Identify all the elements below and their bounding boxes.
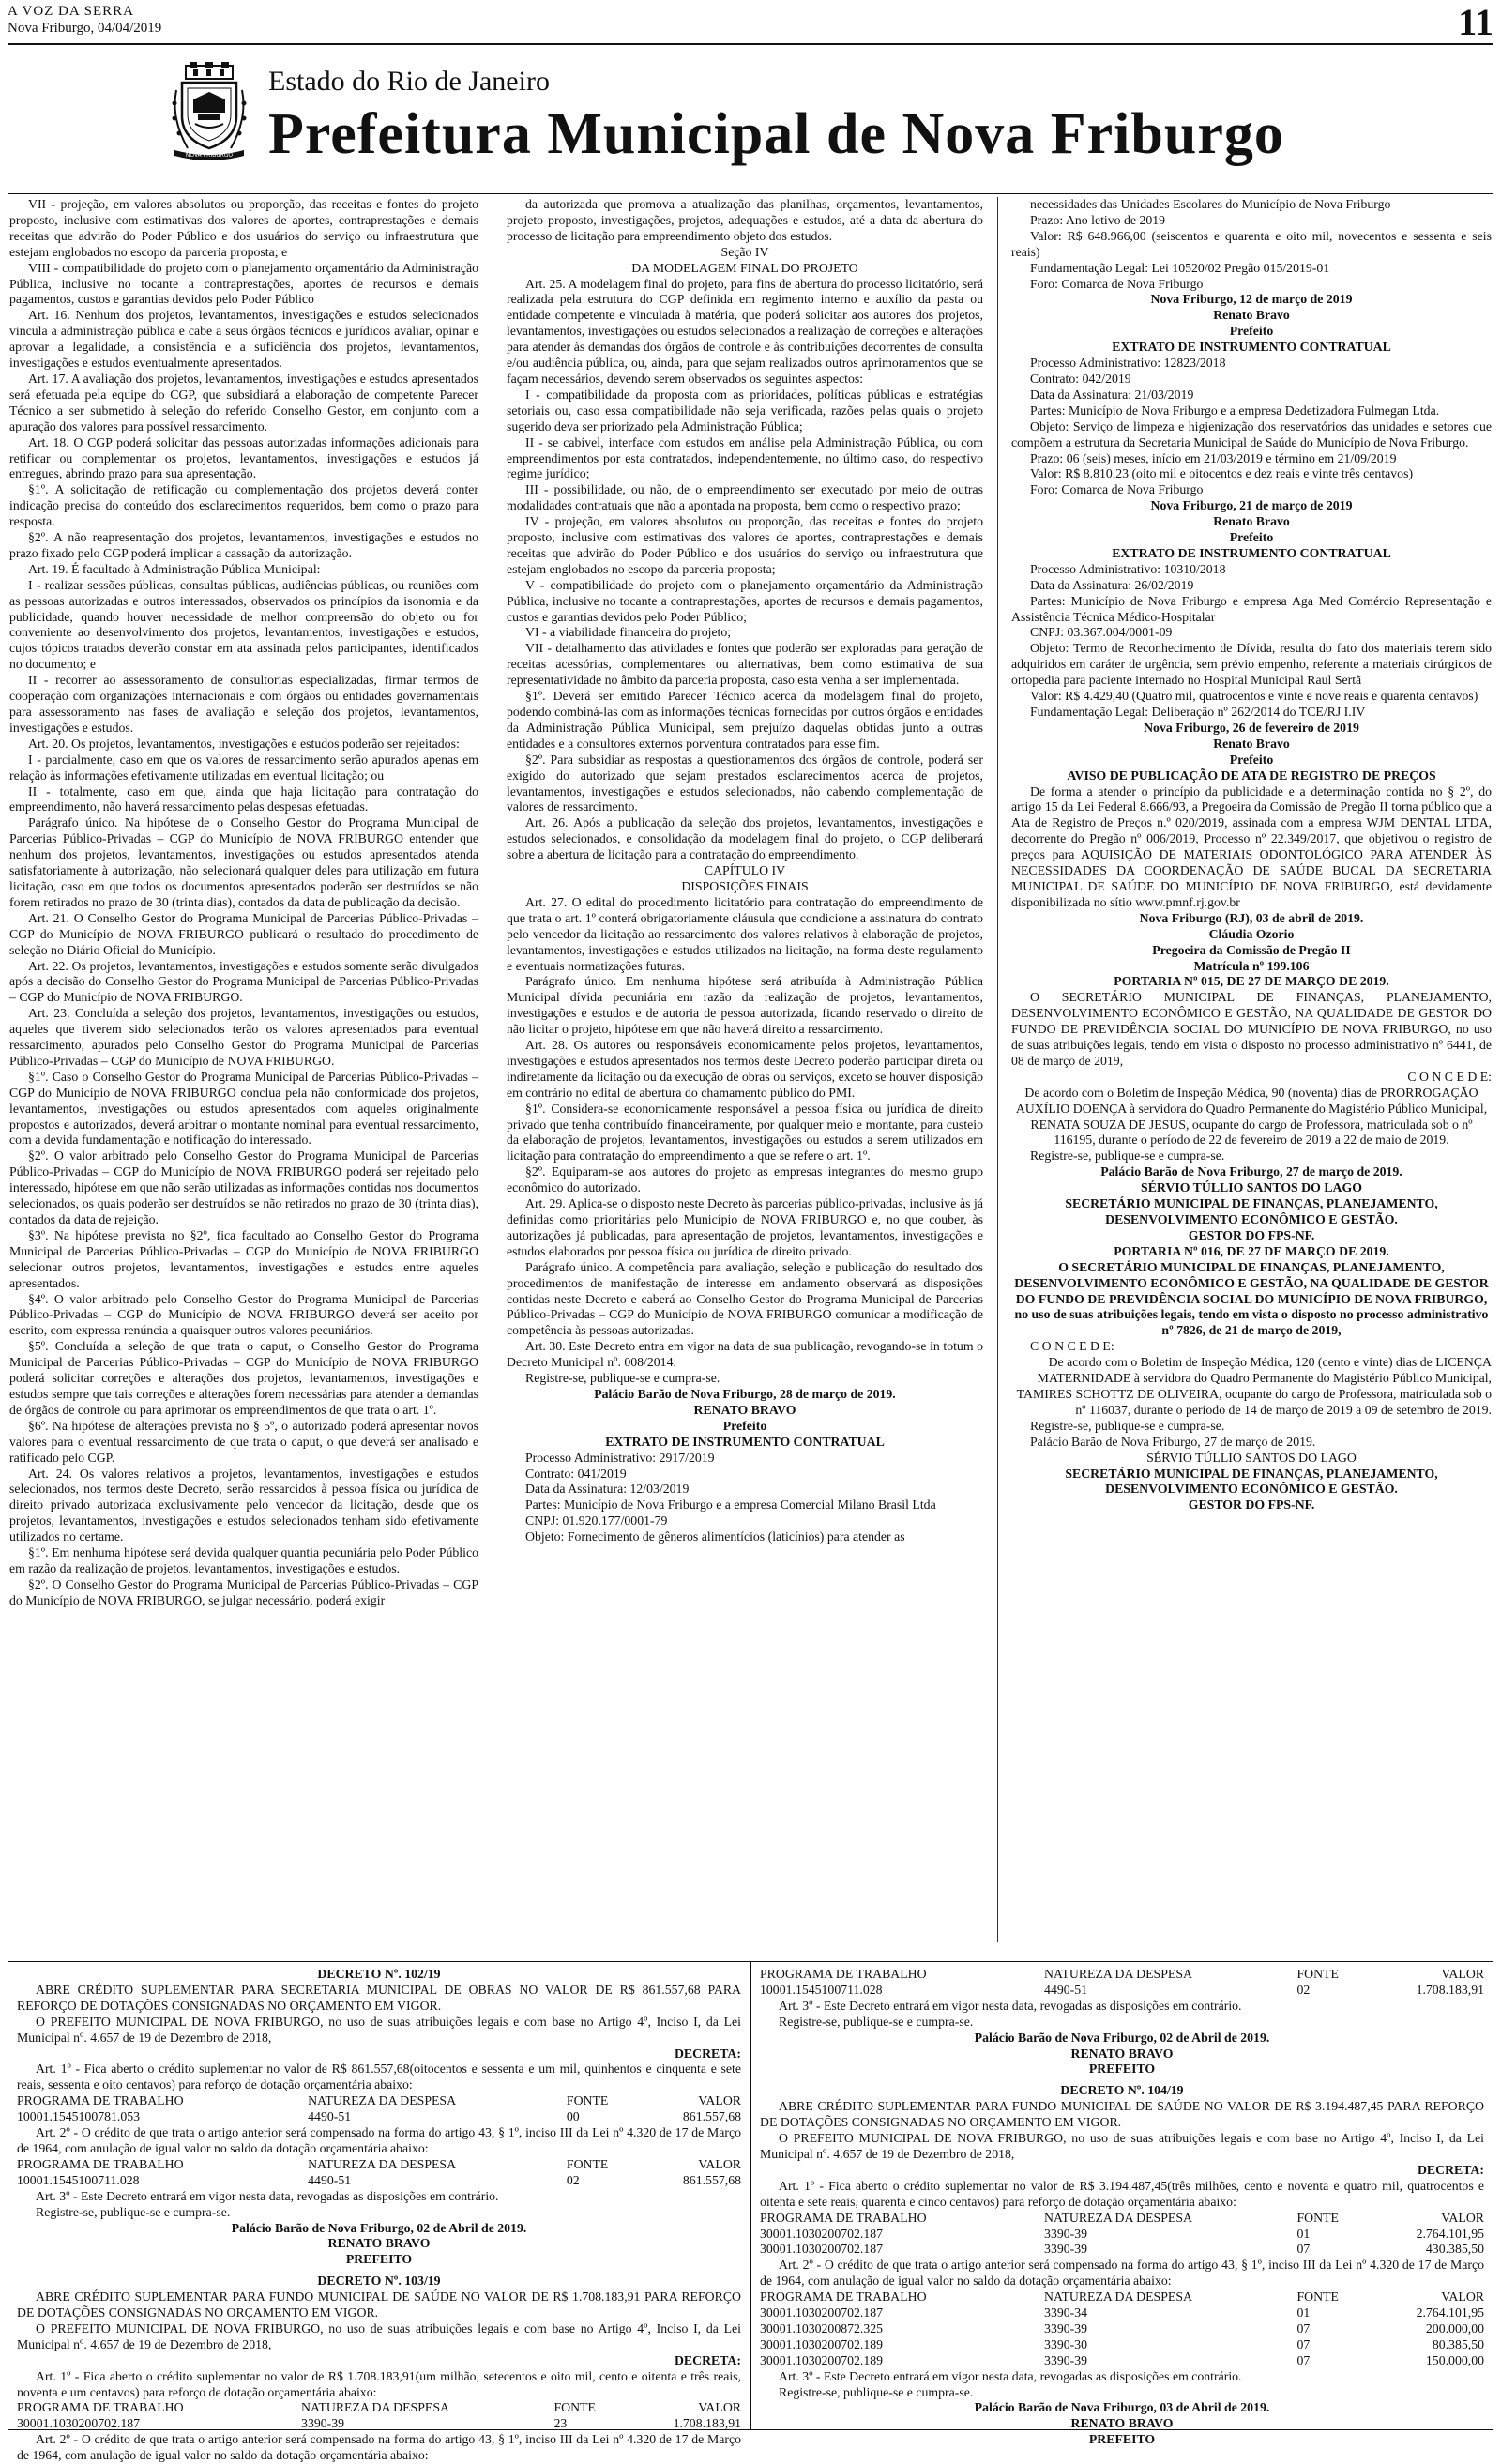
col1-paragraph: §1º. A solicitação de retificação ou complementação dos projetos deverá conter indicação precisa do conteúdo dos esclarecimentos requeridos, bem como o prazo para resposta. bbox=[9, 482, 478, 529]
col2-paragraph: Parágrafo único. Em nenhuma hipótese será atribuída à Administração Pública Municipal dívida pecuniária em razão da realização de projetos, levantamentos, investigações e estudos e de autoria de pessoa autorizada, ficando reservado o direito de não licitar o projeto, hipótese em que não haverá direito a ressarcimento. bbox=[507, 974, 983, 1037]
col1-paragraph: VIII - compatibilidade do projeto com o planejamento orçamentário da Administração Pública, inclusive no tocante a contraprestações, aportes de recursos e demais pagamentos, custos e garantias devidos pelo Poder Público bbox=[9, 260, 478, 307]
col2-paragraph: Parágrafo único. A competência para avaliação, seleção e publicação do resultado dos procedimentos de manifestação de interesse em andamento observará as disposições contidas neste Decreto e caberá ao Conselho Gestor do Programa Municipal de Parcerias Público-Privadas – CGP do Município de NOVA FRIBURGO comunicar a modificação de competência às pessoas autorizadas. bbox=[507, 1259, 983, 1338]
decree-102-signer: RENATO BRAVO bbox=[327, 2236, 431, 2251]
decree-103-close: Registre-se, publique-se e cumpra-se. bbox=[779, 2014, 974, 2029]
table-header-cell: VALOR bbox=[1441, 2289, 1484, 2304]
col3-paragraph: Nova Friburgo, 21 de março de 2019 bbox=[1150, 498, 1353, 513]
table-cell: 23 bbox=[553, 2416, 568, 2431]
col3-paragraph: Renato Bravo bbox=[1213, 308, 1290, 323]
col1-paragraph: I - parcialmente, caso em que os valores de ressarcimento serão apurados apenas em relação às informações efetivamente utilizadas em eventual licitação; ou bbox=[9, 752, 478, 783]
table-cell: 02 bbox=[566, 2172, 580, 2187]
decree-104-close: Registre-se, publique-se e cumpra-se. bbox=[779, 2384, 974, 2399]
crest-motto: NOVA FRIBURGO bbox=[185, 152, 234, 159]
col2-paragraph: Art. 26. Após a publicação da seleção dos projetos, levantamentos, investigações e estudos selecionados, e consolidação da modelagem final do projeto, o CGP deliberará sobre a abertura de licitação para a contratação do empreendimento. bbox=[507, 815, 983, 862]
table-header-cell: NATUREZA DA DESPESA bbox=[308, 2156, 457, 2171]
col1-paragraph: §2º. O valor arbitrado pelo Conselho Gestor do Programa Municipal de Parcerias Público-Privadas – CGP do Município de NOVA FRIBURGO poderá ser rejeitado pelo interessado, hipótese em que não serão utilizadas as informações contidas nos documentos selecionados, os quais poderão ser destruídos se não retirados no prazo de 30 (trinta dias), contados da data de rejeição. bbox=[9, 1148, 478, 1226]
col3-paragraph: Nova Friburgo, 26 de fevereiro de 2019 bbox=[1144, 720, 1359, 735]
col3-paragraph: De forma a atender o princípio da publicidade e a determinação contida no § 2º, do artigo 15 da Lei Federal 8.666/93, a Pregoeira da Comissão de Pregão II torna público que a Ata de Registro de Preços n.º 020/2019, assinada com a empresa WJM DENTAL LTDA, decorrente do Pregão nº 006/2019, Processo nº 22.349/2017, que objetivou o registro de preços para AQUISIÇÃO DE MATERIAIS ODONTOLÓGICO PARA ATENDER ÀS NECESSIDADES DA COORDENAÇÃO DE SAÚDE BUCAL DA SECRETARIA MUNICIPAL DE SAÚDE DO MUNICÍPIO DE NOVA FRIBURGO, está devidamente disponibilizada no sítio www.pmnf.rj.gov.br bbox=[1011, 783, 1492, 909]
decree-104-art3: Art. 3º - Este Decreto entrará em vigor nesta data, revogadas as disposições em contrário. bbox=[779, 2368, 1242, 2383]
table-cell: 2.764.101,95 bbox=[1416, 2305, 1484, 2320]
newspaper-name: A VOZ DA SERRA bbox=[8, 4, 134, 19]
table-header-row bbox=[760, 2211, 1484, 2227]
col2-paragraph: Contrato: 041/2019 bbox=[525, 1466, 627, 1481]
table-row bbox=[760, 1983, 1484, 1999]
col1-paragraph: §6º. Na hipótese de alterações prevista no § 5º, o autorizado poderá apresentar novos valores para o eventual ressarcimento de que trata o caput, o que deverá ser analisado e ratificado pelo CGP. bbox=[9, 1418, 478, 1465]
col3-paragraph: Data da Assinatura: 26/02/2019 bbox=[1030, 577, 1194, 592]
col3-paragraph: Cláudia Ozorio bbox=[1208, 926, 1295, 941]
col2-paragraph: VI - a viabilidade financeira do projeto; bbox=[525, 625, 732, 640]
table-cell: 4490-51 bbox=[1044, 1982, 1088, 1997]
table-cell: 80.385,50 bbox=[1432, 2336, 1484, 2351]
col2-paragraph: §1º. Considera-se economicamente responsável a pessoa física ou jurídica de direito privado que tenha contribuído financeiramente, por qualquer meio e montante, para custeio da elaboração de projetos, levantamentos, investigações ou estudos a serem utilizados em licitação para contratação do empreendimento a que se refere o art. 1º. bbox=[507, 1101, 983, 1164]
decree-103-table-1 bbox=[17, 2400, 741, 2432]
table-cell: 861.557,68 bbox=[682, 2172, 741, 2187]
table-cell: 1.708.183,91 bbox=[1416, 1982, 1484, 1997]
table-cell: 430.385,50 bbox=[1425, 2242, 1484, 2257]
table-cell: 200.000,00 bbox=[1425, 2320, 1484, 2335]
col1-paragraph: Art. 20. Os projetos, levantamentos, investigações e estudos poderão ser rejeitados: bbox=[28, 736, 460, 751]
table-header-cell: PROGRAMA DE TRABALHO bbox=[17, 2156, 184, 2171]
col2-paragraph: DA MODELAGEM FINAL DO PROJETO bbox=[631, 260, 858, 275]
decree-frame-divider bbox=[750, 1961, 751, 2430]
decree-104-signer: RENATO BRAVO bbox=[1070, 2416, 1174, 2431]
col1-paragraph: §1º. Caso o Conselho Gestor do Programa Municipal de Parcerias Público-Privadas – CGP do Município de NOVA FRIBURGO conclua pela não conformidade dos projetos, levantamentos, investigações ou estudos apresentados com aqueles originalmente propostos e autorizados, deverá arbitrar o montante nominal para eventual ressarcimento, com a devida fundamentação e notificação do interessado. bbox=[9, 1069, 478, 1148]
table-header-cell: NATUREZA DA DESPESA bbox=[1044, 2210, 1192, 2225]
col3-paragraph: Fundamentação Legal: Deliberação nº 262/2014 do TCE/RJ I.IV bbox=[1030, 705, 1366, 719]
decree-102-ementa: ABRE CRÉDITO SUPLEMENTAR PARA SECRETARIA MUNICIPAL DE OBRAS NO VALOR DE R$ 861.557,68 PARA REFORÇO DE DOTAÇÕES CONSIGNADAS NO ORÇAMENTO EM VIGOR. bbox=[17, 1982, 741, 2013]
col2-paragraph: Palácio Barão de Nova Friburgo, 28 de março de 2019. bbox=[594, 1386, 896, 1401]
decree-102-art3: Art. 3º - Este Decreto entrará em vigor nesta data, revogadas as disposições em contrário. bbox=[36, 2188, 499, 2203]
table-row bbox=[17, 2416, 741, 2432]
col3-paragraph: PORTARIA Nº 016, DE 27 DE MARÇO DE 2019. bbox=[1114, 1243, 1389, 1258]
table-row bbox=[760, 2227, 1484, 2243]
col3-paragraph: CNPJ: 03.367.004/0001-09 bbox=[1030, 625, 1173, 640]
col3-paragraph: Valor: R$ 4.429,40 (Quatro mil, quatrocentos e vinte e nove reais e quarenta centavos) bbox=[1030, 689, 1478, 704]
decree-102-preamble: O PREFEITO MUNICIPAL DE NOVA FRIBURGO, no uso de suas atribuições legais e com base no Artigo 4º, Inciso I, da Lei Municipal nº. 4.657 de 19 de Dezembro de 2018, bbox=[17, 2014, 741, 2045]
col3-paragraph: Renato Bravo bbox=[1213, 514, 1290, 529]
col3-paragraph: Foro: Comarca de Nova Friburgo bbox=[1030, 276, 1204, 291]
table-cell: 01 bbox=[1296, 2226, 1311, 2241]
col2-paragraph: Processo Administrativo: 2917/2019 bbox=[525, 1450, 715, 1465]
col2-paragraph: Art. 27. O edital do procedimento licitatório para contratação do empreendimento de que trata o art. 1º conterá obrigatoriamente cláusula que condicione a assinatura do contrato pelo vencedor da licitação ao ressarcimento dos valores relativos à elaboração de projetos, levantamentos, investigações e estudos utilizados na licitação, na forma deste regulamento e eventuais normatizações futuras. bbox=[507, 894, 983, 973]
col3-paragraph: Nova Friburgo, 12 de março de 2019 bbox=[1150, 292, 1353, 307]
table-header-cell: NATUREZA DA DESPESA bbox=[1044, 2289, 1192, 2304]
col2-paragraph: Prefeito bbox=[722, 1418, 767, 1433]
col2-paragraph: §1º. Deverá ser emitido Parecer Técnico acerca da modelagem final do projeto, podendo combiná-las com as informações técnicas fornecidas por outros órgãos e entidades da Administração Pública Municipal, sem prejuízo daquelas obtidas junto a outras entidades e a consultores externos porventura contratados para esse fim. bbox=[507, 689, 983, 751]
column-3 bbox=[1011, 197, 1492, 1942]
table-cell: 3390-39 bbox=[1044, 2242, 1088, 2257]
table-cell: 30001.1030200702.187 bbox=[17, 2416, 141, 2431]
col3-paragraph: EXTRATO DE INSTRUMENTO CONTRATUAL bbox=[1112, 340, 1391, 355]
decree-104-art2: Art. 2º - O crédito de que trata o artigo anterior será compensado na forma do artigo 43, § 1º, inciso III da Lei nº 4.320 de 17 de Março de 1964, com anulação de igual valor no saldo da dotação orçamentária abaixo: bbox=[760, 2258, 1484, 2289]
col1-paragraph: §3º. Na hipótese prevista no §2º, fica facultado ao Conselho Gestor do Programa Municipal de Parcerias Público-Privadas – CGP do Município de NOVA FRIBURGO selecionar outros projetos, levantamentos, investigações e estudos entre aqueles apresentados. bbox=[9, 1227, 478, 1290]
decree-104-place-date: Palácio Barão de Nova Friburgo, 03 de Abril de 2019. bbox=[974, 2400, 1270, 2415]
table-header-cell: PROGRAMA DE TRABALHO bbox=[17, 2093, 184, 2108]
col2-paragraph: II - se cabível, interface com estudos em análise pela Administração Pública, ou com empreendimentos por esta contratados, independentemente, no último caso, do respectivo regime jurídico; bbox=[507, 434, 983, 481]
col2-paragraph: CNPJ: 01.920.177/0001-79 bbox=[525, 1513, 668, 1529]
decree-left-column bbox=[17, 1967, 741, 2463]
table-header-row bbox=[17, 2157, 741, 2173]
table-header-cell: FONTE bbox=[1296, 2210, 1339, 2225]
decree-103-table-2 bbox=[760, 1967, 1484, 1999]
col3-paragraph: Fundamentação Legal: Lei 10520/02 Pregão 015/2019-01 bbox=[1030, 260, 1330, 275]
col1-paragraph: §5º. Concluída a seleção de que trata o caput, o Conselho Gestor do Programa Municipal de Parcerias Público-Privadas – CGP do Município de NOVA FRIBURGO poderá solicitar correções e alterações dos projetos, levantamentos, investigações e estudos sempre que tais correções e alterações forem necessárias para atender a demandas de órgãos de controle ou para aprimorar os empreendimentos de que trata o art. 1º. bbox=[9, 1339, 478, 1417]
decree-102-table-1 bbox=[17, 2093, 741, 2125]
table-header-cell: PROGRAMA DE TRABALHO bbox=[760, 2210, 927, 2225]
column-1 bbox=[9, 197, 478, 1942]
col1-paragraph: Art. 17. A avaliação dos projetos, levantamentos, investigações e estudos apresentados será efetuada pela equipe do CGP, que subsidiará a elaboração de competente Parecer Técnico a ser submetido à seleção do referido Conselho Gestor, em conjunto com a apuração dos valores para possível ressarcimento. bbox=[9, 371, 478, 433]
decree-104-title: DECRETO Nº. 104/19 bbox=[1060, 2083, 1184, 2098]
col3-paragraph: Foro: Comarca de Nova Friburgo bbox=[1030, 482, 1204, 497]
col3-paragraph: Nova Friburgo (RJ), 03 de abril de 2019. bbox=[1139, 910, 1364, 925]
table-cell: 02 bbox=[1296, 1982, 1311, 1997]
col1-paragraph: I - realizar sessões públicas, consultas públicas, audiências públicas, ou reuniões com as pessoas autorizadas e outros interessados, observados os princípios da isonomia e da publicidade, quando houver necessidade de melhor compreensão do objeto ou for conveniente ao desenvolvimento dos projetos, levantamentos, investigações e estudos, cujos tópicos tratados deverão constar em ata assinada pelos participantes, identificados no documento; e bbox=[9, 577, 478, 672]
table-header-cell: PROGRAMA DE TRABALHO bbox=[760, 2289, 927, 2304]
decree-102-title: DECRETO Nº. 102/19 bbox=[317, 1967, 441, 1981]
table-header-row bbox=[760, 2289, 1484, 2305]
col3-paragraph: Pregoeira da Comissão de Pregão II bbox=[1152, 942, 1351, 957]
col3-paragraph: Processo Administrativo: 10310/2018 bbox=[1030, 561, 1226, 576]
col3-paragraph: O SECRETÁRIO MUNICIPAL DE FINANÇAS, PLANEJAMENTO, DESENVOLVIMENTO ECONÔMICO E GESTÃO, NA QUALIDADE DE GESTOR DO FUNDO DE PREVIDÊNCIA SOCIAL DO MUNICÍPIO DE NOVA FRIBURGO, no uso de suas atribuições legais, tendo em vista o disposto no processo administrativo nº 7826, de 21 de março de 2019, bbox=[1014, 1259, 1489, 1338]
table-header-cell: NATUREZA DA DESPESA bbox=[1044, 1967, 1192, 1981]
col1-paragraph: II - totalmente, caso em que, ainda que haja licitação para contratação do empreendimento, não haverá ressarcimento pelas despesas efetuadas. bbox=[9, 783, 478, 814]
col3-paragraph: Palácio Barão de Nova Friburgo, 27 de março de 2019. bbox=[1100, 1164, 1402, 1179]
table-row bbox=[760, 2337, 1484, 2353]
col3-paragraph: Objeto: Termo de Reconhecimento de Dívida, resulta do fato dos materiais terem sido adquiridos em caráter de urgência, sem prévio empenho, referente a materiais cirúrgicos de ortopedia para paciente internado no Hospital Municipal Raul Sertã bbox=[1011, 641, 1492, 688]
decree-103-art3: Art. 3º - Este Decreto entrará em vigor nesta data, revogadas as disposições em contrário. bbox=[779, 1998, 1242, 2013]
col2-paragraph: da autorizada que promova a atualização das planilhas, orçamentos, levantamentos, projeto proposto, investigações, projetos, adequações e estudos, até a data da abertura do processo de licitação para empreendimento objeto dos estudos. bbox=[507, 197, 983, 243]
col3-paragraph: GESTOR DO FPS-NF. bbox=[1188, 1227, 1315, 1242]
col1-paragraph: Art. 21. O Conselho Gestor do Programa Municipal de Parcerias Público-Privadas – CGP do Município de NOVA FRIBURGO publicará o resultado do procedimento de seleção no Diário Oficial do Município. bbox=[9, 910, 478, 957]
col3-paragraph: Processo Administrativo: 12823/2018 bbox=[1030, 356, 1226, 371]
col2-paragraph: RENATO BRAVO bbox=[693, 1402, 796, 1417]
col3-paragraph: Palácio Barão de Nova Friburgo, 27 de março de 2019. bbox=[1030, 1434, 1316, 1449]
col1-paragraph: VII - projeção, em valores absolutos ou proporção, das receitas e fontes do projeto proposto, inclusive com estimativas dos valores de aportes, contraprestações e demais receitas que advirão do Poder Público e dos usuários do serviço ou infraestrutura que estejam englobados no escopo da parceria proposta; e bbox=[9, 197, 478, 259]
table-cell: 07 bbox=[1296, 2336, 1311, 2351]
edition-date: Nova Friburgo, 04/04/2019 bbox=[8, 21, 162, 36]
table-header-cell: NATUREZA DA DESPESA bbox=[308, 2093, 457, 2108]
table-header-cell: VALOR bbox=[698, 2156, 741, 2171]
decree-102-table-2 bbox=[17, 2157, 741, 2189]
table-cell: 30001.1030200702.189 bbox=[760, 2336, 884, 2351]
decree-right-column bbox=[760, 1967, 1484, 2447]
table-row bbox=[17, 2109, 741, 2125]
decree-104-ementa: ABRE CRÉDITO SUPLEMENTAR PARA FUNDO MUNICIPAL DE SAÚDE NO VALOR DE R$ 3.194.487,45 PARA REFORÇO DE DOTAÇÕES CONSIGNADAS NO ORÇAMENTO EM VIGOR. bbox=[760, 2099, 1484, 2130]
decree-103-preamble: O PREFEITO MUNICIPAL DE NOVA FRIBURGO, no uso de suas atribuições legais e com base no Artigo 4º, Inciso I, da Lei Municipal nº. 4.657 de 19 de Dezembro de 2018, bbox=[17, 2320, 741, 2351]
table-header-cell: PROGRAMA DE TRABALHO bbox=[760, 1967, 927, 1981]
col2-paragraph: III - possibilidade, ou não, de o empreendimento ser executado por meio de outras modalidades contratuais que não a apontada na proposta, bem como o respectivo prazo; bbox=[507, 482, 983, 513]
decree-104-art1: Art. 1º - Fica aberto o crédito suplementar no valor de R$ 3.194.487,45(três milhões, cento e noventa e quatro mil, quatrocentos e oitenta e sete reais, quarenta e cinco centavos) para reforço de dotação orçamentária abaixo: bbox=[760, 2178, 1484, 2209]
table-cell: 150.000,00 bbox=[1425, 2352, 1484, 2367]
page-number: 11 bbox=[1458, 1, 1493, 43]
col2-paragraph: DISPOSIÇÕES FINAIS bbox=[681, 878, 809, 893]
decree-103-ementa: ABRE CRÉDITO SUPLEMENTAR PARA FUNDO MUNICIPAL DE SAÚDE NO VALOR DE R$ 1.708.183,91 PARA REFORÇO DE DOTAÇÕES CONSIGNADAS NO ORÇAMENTO EM VIGOR. bbox=[17, 2289, 741, 2320]
table-cell: 07 bbox=[1296, 2242, 1311, 2257]
table-cell: 3390-39 bbox=[1044, 2352, 1088, 2367]
decree-102-close: Registre-se, publique-se e cumpra-se. bbox=[36, 2204, 231, 2219]
decree-104-decreta: DECRETA: bbox=[1417, 2162, 1484, 2177]
table-header-cell: VALOR bbox=[698, 2400, 741, 2415]
table-cell: 30001.1030200702.187 bbox=[760, 2242, 884, 2257]
col1-paragraph: §2º. O Conselho Gestor do Programa Municipal de Parcerias Público-Privadas – CGP do Município de NOVA FRIBURGO, se julgar necessário, poderá exigir bbox=[9, 1576, 478, 1607]
decree-103-title: DECRETO Nº. 103/19 bbox=[317, 2274, 441, 2289]
col1-paragraph: Art. 16. Nenhum dos projetos, levantamentos, investigações e estudos selecionados vincula a administração pública e cabe a seus órgãos técnicos e jurídicos avaliar, opinar e aprovar a legalidade, a consistência e a suficiência dos projetos, levantamentos, investigações e estudos eventualmente apresentados. bbox=[9, 308, 478, 371]
col1-paragraph: II - recorrer ao assessoramento de consultorias especializadas, firmar termos de cooperação com organizações internacionais e com órgãos ou entidades governamentais para assessoramento nas fases de avaliação e seleção dos projetos, levantamentos, investigações e estudos. bbox=[9, 673, 478, 735]
table-header-cell: FONTE bbox=[553, 2400, 596, 2415]
col3-paragraph: Prazo: Ano letivo de 2019 bbox=[1030, 212, 1166, 227]
decree-104-role: PREFEITO bbox=[1088, 2432, 1156, 2447]
col3-paragraph: PORTARIA Nº 015, DE 27 DE MARÇO DE 2019. bbox=[1114, 974, 1389, 989]
col3-paragraph: Partes: Município de Nova Friburgo e empresa Aga Med Comércio Representação e Assistência Técnica Médico-Hospitalar bbox=[1011, 593, 1492, 624]
masthead bbox=[169, 56, 1388, 188]
col3-paragraph: Registre-se, publique-se e cumpra-se. bbox=[1030, 1418, 1225, 1433]
table-header-cell: NATUREZA DA DESPESA bbox=[301, 2400, 449, 2415]
col3-paragraph: Prefeito bbox=[1229, 530, 1274, 545]
col2-paragraph: Art. 25. A modelagem final do projeto, para fins de abertura do processo licitatório, será realizada pela estrutura do CGP definida em regimento interno e auxílio da pasta ou entidade competente e vinculada à matéria, que poderá solicitar aos autores dos projetos, levantamentos, investigações ou estudos selecionados a realização de correções e alterações para atender às demandas dos órgãos de controle e às contribuições decorrentes de consulta e/ou audiência pública, ou, ainda, para que sejam realizados outros aprimoramentos que se façam necessários, devendo serem observados os seguintes aspectos: bbox=[507, 276, 983, 386]
table-row bbox=[17, 2173, 741, 2189]
col3-paragraph: C O N C E D E: bbox=[1407, 1069, 1492, 1084]
table-row bbox=[760, 2321, 1484, 2337]
decree-104-table-1 bbox=[760, 2211, 1484, 2259]
col2-paragraph: §2º. Equiparam-se aos autores do projeto as empresas integrantes do mesmo grupo econômico do autorizado. bbox=[507, 1164, 983, 1195]
table-cell: 30001.1030200702.189 bbox=[760, 2352, 884, 2367]
col2-paragraph: Data da Assinatura: 12/03/2019 bbox=[525, 1482, 690, 1497]
table-header-cell: VALOR bbox=[698, 2093, 741, 2108]
col3-paragraph: SECRETÁRIO MUNICIPAL DE FINANÇAS, PLANEJAMENTO, DESENVOLVIMENTO ECONÔMICO E GESTÃO. bbox=[1065, 1466, 1438, 1497]
col1-paragraph: Art. 18. O CGP poderá solicitar das pessoas autorizadas informações adicionais para retificar ou complementar os projetos, levantamentos, investigações e estudos já entregues, abrindo prazo para sua apresentação. bbox=[9, 434, 478, 481]
col3-paragraph: Objeto: Serviço de limpeza e higienização dos reservatórios das unidades e setores que compõem a estrutura da Secretaria Municipal de Saúde do Município de Nova Friburgo. bbox=[1011, 418, 1492, 449]
table-cell: 10001.1545100711.028 bbox=[17, 2172, 140, 2187]
col3-paragraph: O SECRETÁRIO MUNICIPAL DE FINANÇAS, PLANEJAMENTO, DESENVOLVIMENTO ECONÔMICO E GESTÃO, NA QUALIDADE DE GESTOR DO FUNDO DE PREVIDÊNCIA SOCIAL DO MUNICÍPIO DE NOVA FRIBURGO, no uso de suas atribuições legais, tendo em vista o disposto no processo administrativo nº 6441, de 08 de março de 2019, bbox=[1011, 990, 1492, 1068]
col1-paragraph: Art. 23. Concluída a seleção dos projetos, levantamentos, investigações ou estudos, aqueles que tiverem sido selecionados terão os valores apresentados para eventual ressarcimento, apurados pelo Conselho Gestor do Programa Municipal de Parcerias Público-Privadas – CGP do Município de NOVA FRIBURGO. bbox=[9, 1006, 478, 1068]
col3-paragraph: C O N C E D E: bbox=[1030, 1339, 1114, 1354]
col3-paragraph: AVISO DE PUBLICAÇÃO DE ATA DE REGISTRO DE PREÇOS bbox=[1067, 768, 1436, 783]
table-cell: 10001.1545100711.028 bbox=[760, 1982, 883, 1997]
table-cell: 3390-39 bbox=[1044, 2320, 1088, 2335]
masthead-rule bbox=[8, 193, 1493, 194]
table-cell: 30001.1030200702.187 bbox=[760, 2226, 884, 2241]
header-rule bbox=[8, 43, 1493, 45]
column-divider bbox=[997, 197, 998, 1942]
col2-paragraph: Art. 29. Aplica-se o disposto neste Decreto às parcerias público-privadas, inclusive às já definidas como prioritárias pelo Município de NOVA FRIBURGO e, no que couber, às autorizações já publicadas, para apresentação de projetos, levantamentos, investigações e estudos elaborados por pessoa física ou jurídica de direito privado. bbox=[507, 1196, 983, 1258]
col1-paragraph: Parágrafo único. Na hipótese de o Conselho Gestor do Programa Municipal de Parcerias Público-Privadas – CGP do Município de NOVA FRIBURGO entender que nenhum dos projetos, levantamentos, investigações ou estudos apresentados atenda satisfatoriamente à autorização, não selecionará qualquer deles para utilização em futura licitação, caso em que todos os documentos apresentados poderão ser destruídos se não forem retirados no prazo de 30 (trinta dias), contados da data de publicação da decisão. bbox=[9, 815, 478, 909]
decree-102-decreta: DECRETA: bbox=[674, 2046, 741, 2061]
table-row bbox=[760, 2305, 1484, 2321]
decree-102-place-date: Palácio Barão de Nova Friburgo, 02 de Abril de 2019. bbox=[231, 2220, 527, 2235]
table-cell: 3390-34 bbox=[1044, 2305, 1088, 2320]
col3-paragraph: Registre-se, publique-se e cumpra-se. bbox=[1030, 1148, 1225, 1164]
decree-104-table-2 bbox=[760, 2289, 1484, 2369]
col3-paragraph: Valor: R$ 648.966,00 (seiscentos e quarenta e oito mil, novecentos e sessenta e seis reais) bbox=[1011, 228, 1492, 259]
col1-paragraph: Art. 22. Os projetos, levantamentos, investigações e estudos somente serão divulgados após a decisão do Conselho Gestor do Programa Municipal de Parcerias Público-Privadas – CGP do Município de NOVA FRIBURGO. bbox=[9, 958, 478, 1005]
col2-paragraph: Art. 30. Este Decreto entra em vigor na data de sua publicação, revogando-se in totum o Decreto Municipal nº. 008/2014. bbox=[507, 1339, 983, 1370]
municipality-title: Prefeitura Municipal de Nova Friburgo bbox=[268, 102, 1284, 166]
col2-paragraph: VII - detalhamento das atividades e fontes que poderão ser exploradas para geração de receitas acessórias, complementares ou alternativas, bem como estimativa de sua representatividade no âmbito da parceria proposta, caso esta venha a ser implementada. bbox=[507, 641, 983, 688]
table-header-cell: FONTE bbox=[1296, 1967, 1339, 1981]
decree-103-art2: Art. 2º - O crédito de que trata o artigo anterior será compensado na forma do artigo 43, § 1º, inciso III da Lei nº 4.320 de 17 de Março de 1964, com anulação de igual valor no saldo da dotação orçamentária abaixo: bbox=[17, 2432, 741, 2463]
col1-paragraph: §4º. O valor arbitrado pelo Conselho Gestor do Programa Municipal de Parcerias Público-Privadas – CGP do Município de NOVA FRIBURGO deverá ser aceito por escrito, com expressa renúncia a quaisquer outros valores pecuniários. bbox=[9, 1291, 478, 1338]
table-header-cell: VALOR bbox=[1441, 2210, 1484, 2225]
page-header bbox=[8, 1, 1493, 47]
col1-paragraph: Art. 19. É facultado à Administração Pública Municipal: bbox=[28, 561, 321, 576]
col2-paragraph: Objeto: Fornecimento de gêneros alimentícios (laticínios) para atender as bbox=[525, 1529, 905, 1544]
decree-103-role: PREFEITO bbox=[1088, 2061, 1156, 2076]
table-header-row bbox=[17, 2400, 741, 2416]
table-cell: 01 bbox=[1296, 2305, 1311, 2320]
table-header-row bbox=[17, 2093, 741, 2109]
col2-paragraph: Partes: Município de Nova Friburgo e a empresa Comercial Milano Brasil Ltda bbox=[525, 1498, 936, 1513]
col3-paragraph: SÉRVIO TÚLLIO SANTOS DO LAGO bbox=[1141, 1180, 1362, 1195]
table-cell: 30001.1030200872.325 bbox=[760, 2320, 884, 2335]
table-row bbox=[760, 2353, 1484, 2369]
table-cell: 3390-39 bbox=[301, 2416, 345, 2431]
col1-paragraph: Art. 24. Os valores relativos a projetos, levantamentos, investigações e estudos selecionados, nos termos deste Decreto, serão ressarcidos à pessoa física ou jurídica de direito privado autorizada exclusivamente pelo vencedor da licitação, desde que os projetos, levantamentos, investigações e estudos selecionados tenham sido efetivamente utilizados no certame. bbox=[9, 1466, 478, 1544]
col3-paragraph: Renato Bravo bbox=[1213, 736, 1290, 751]
state-name: Estado do Rio de Janeiro bbox=[268, 66, 550, 97]
col2-paragraph: V - compatibilidade do projeto com o planejamento orçamentário da Administração Pública, inclusive no tocante a contraprestações, aportes de recursos e demais pagamentos, custos e garantias devidos pelo Poder Público; bbox=[507, 577, 983, 624]
decree-102-art2: Art. 2º - O crédito de que trata o artigo anterior será compensado na forma do artigo 43, § 1º, inciso III da Lei nº 4.320 de 17 de Março de 1964, com anulação de igual valor no saldo da dotação orçamentária abaixo: bbox=[17, 2125, 741, 2155]
col2-paragraph: I - compatibilidade da proposta com as prioridades, políticas públicas e estratégias setoriais ou, caso essa compatibilidade não seja verificada, razões pelas quais o projeto sugerido deva ser priorizado pela Administração Pública; bbox=[507, 387, 983, 433]
table-cell: 30001.1030200702.187 bbox=[760, 2305, 884, 2320]
table-cell: 861.557,68 bbox=[682, 2109, 741, 2124]
table-cell: 4490-51 bbox=[308, 2172, 352, 2187]
col3-paragraph: EXTRATO DE INSTRUMENTO CONTRATUAL bbox=[1112, 545, 1391, 560]
table-header-cell: PROGRAMA DE TRABALHO bbox=[17, 2400, 184, 2415]
column-2 bbox=[507, 197, 983, 1942]
table-header-cell: FONTE bbox=[566, 2156, 609, 2171]
table-cell: 1.708.183,91 bbox=[673, 2416, 741, 2431]
decree-102-art1: Art. 1º - Fica aberto o crédito suplementar no valor de R$ 861.557,68(oitocentos e sessenta e um mil, quinhentos e cinquenta e sete reais, sessenta e oito centavos) para reforço de dotação orçamentária abaixo: bbox=[17, 2061, 741, 2092]
col3-paragraph: De acordo com o Boletim de Inspeção Médica, 120 (cento e vinte) dias de LICENÇA MATERNIDADE à servidora do Quadro Permanente do Magistério Público Municipal, TAMIRES SCHOTTZ DE OLIVEIRA, ocupante do cargo de Professora, matriculada sob o nº 116037, durante o período de 14 de março de 2019 a 09 de setembro de 2019. bbox=[1016, 1355, 1492, 1417]
col2-paragraph: Registre-se, publique-se e cumpra-se. bbox=[525, 1371, 720, 1386]
col2-paragraph: CAPÍTULO IV bbox=[704, 863, 786, 878]
table-cell: 10001.1545100781.053 bbox=[17, 2109, 141, 2124]
col3-paragraph: GESTOR DO FPS-NF. bbox=[1188, 1498, 1315, 1513]
coat-of-arms-icon bbox=[169, 62, 250, 161]
col3-paragraph: Prefeito bbox=[1229, 324, 1274, 339]
decree-102-role: PREFEITO bbox=[345, 2252, 413, 2267]
table-cell: 07 bbox=[1296, 2352, 1311, 2367]
decree-103-signer: RENATO BRAVO bbox=[1070, 2046, 1174, 2061]
decree-103-decreta: DECRETA: bbox=[674, 2352, 741, 2367]
decree-104-preamble: O PREFEITO MUNICIPAL DE NOVA FRIBURGO, no uso de suas atribuições legais e com base no Artigo 4º, Inciso I, da Lei Municipal nº. 4.657 de 19 de Dezembro de 2018, bbox=[760, 2131, 1484, 2161]
col3-paragraph: Valor: R$ 8.810,23 (oito mil e oitocentos e dez reais e vinte três centavos) bbox=[1030, 466, 1414, 481]
table-header-cell: VALOR bbox=[1441, 1967, 1484, 1981]
col2-paragraph: §2º. Para subsidiar as respostas a questionamentos dos órgãos de controle, poderá ser exigido do autorizado que sejam prestados esclarecimentos acerca de projetos, levantamentos, investigações e estudos selecionados, não cabendo complementação de valores de ressarcimento. bbox=[507, 752, 983, 814]
table-header-row bbox=[760, 1967, 1484, 1983]
table-cell: 07 bbox=[1296, 2320, 1311, 2335]
col2-paragraph: IV - projeção, em valores absolutos ou proporção, das receitas e fontes do projeto proposto, inclusive com estimativas dos valores de aportes, contraprestações e demais receitas que advirão do Poder Público e dos usuários do serviço ou infraestrutura que estejam englobados no escopo da parceria proposta; bbox=[507, 514, 983, 576]
table-header-cell: FONTE bbox=[1296, 2289, 1339, 2304]
col3-paragraph: SECRETÁRIO MUNICIPAL DE FINANÇAS, PLANEJAMENTO, DESENVOLVIMENTO ECONÔMICO E GESTÃO. bbox=[1065, 1196, 1438, 1226]
table-cell: 4490-51 bbox=[308, 2109, 352, 2124]
decree-103-place-date: Palácio Barão de Nova Friburgo, 02 de Abril de 2019. bbox=[974, 2030, 1270, 2045]
table-cell: 00 bbox=[566, 2109, 580, 2124]
col3-paragraph: De acordo com o Boletim de Inspeção Médica, 90 (noventa) dias de PRORROGAÇÃO AUXÍLIO DOENÇA à servidora do Quadro Permanente do Magistério Público Municipal, RENATA SOUZA DE JESUS, ocupante do cargo de Professora, matriculada sob o nº 116195, durante o período de 22 de fevereiro de 2019 a 22 de maio de 2019. bbox=[1015, 1085, 1488, 1148]
col3-paragraph: Matrícula nº 199.106 bbox=[1193, 958, 1310, 973]
table-header-cell: FONTE bbox=[566, 2093, 609, 2108]
col3-paragraph: Data da Assinatura: 21/03/2019 bbox=[1030, 387, 1194, 402]
col3-paragraph: Prazo: 06 (seis) meses, início em 21/03/2019 e término em 21/09/2019 bbox=[1030, 450, 1397, 465]
col1-paragraph: §2º. A não reapresentação dos projetos, levantamentos, investigações e estudos no prazo fixado pelo CGP poderá implicar a cassação da autorização. bbox=[9, 530, 478, 560]
col2-paragraph: EXTRATO DE INSTRUMENTO CONTRATUAL bbox=[605, 1434, 885, 1449]
col3-paragraph: SÉRVIO TÚLLIO SANTOS DO LAGO bbox=[1146, 1450, 1357, 1465]
table-row bbox=[760, 2242, 1484, 2258]
table-cell: 3390-39 bbox=[1044, 2226, 1088, 2241]
col2-paragraph: Seção IV bbox=[720, 244, 769, 259]
col3-paragraph: Partes: Município de Nova Friburgo e a empresa Dedetizadora Fulmegan Ltda. bbox=[1030, 403, 1440, 418]
col3-paragraph: Prefeito bbox=[1229, 752, 1274, 767]
decree-103-art1: Art. 1º - Fica aberto o crédito suplementar no valor de R$ 1.708.183,91(um milhão, setecentos e oito mil, cento e oitenta e três reais, noventa e um centavos) para reforço de dotação orçamentária abaixo: bbox=[17, 2368, 741, 2399]
table-cell: 2.764.101,95 bbox=[1416, 2226, 1484, 2241]
col1-paragraph: §1º. Em nenhuma hipótese será devida qualquer quantia pecuniária pelo Poder Público em razão da realização de projetos, levantamentos, investigações e estudos. bbox=[9, 1545, 478, 1575]
col2-paragraph: Art. 28. Os autores ou responsáveis economicamente pelos projetos, levantamentos, investigações e estudos apresentados nos termos deste Decreto poderão participar direta ou indiretamente da licitação ou da execução de obras ou serviços, exceto se houver disposição em contrário no edital de abertura do chamamento público do PMI. bbox=[507, 1038, 983, 1100]
table-cell: 3390-30 bbox=[1044, 2336, 1088, 2351]
col3-paragraph: necessidades das Unidades Escolares do Município de Nova Friburgo bbox=[1030, 197, 1391, 211]
col3-paragraph: Contrato: 042/2019 bbox=[1030, 371, 1131, 386]
